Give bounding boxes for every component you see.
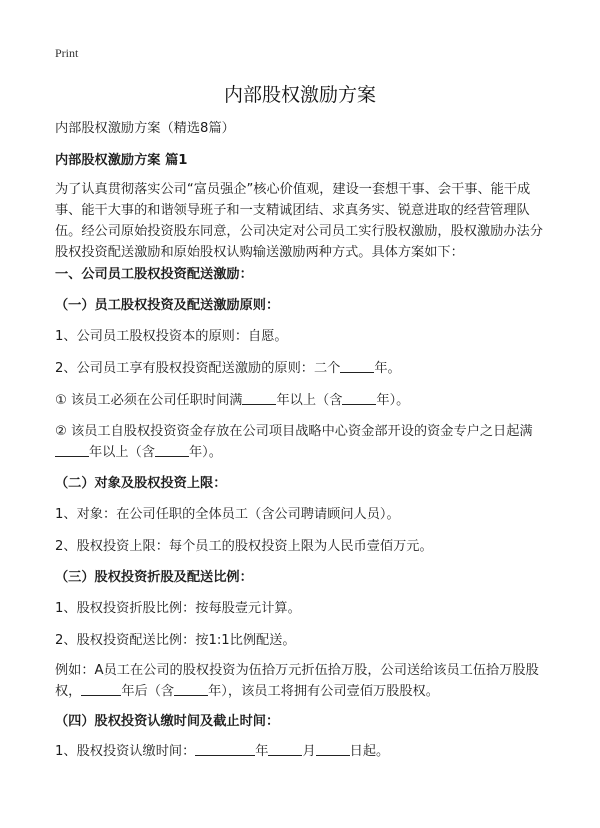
blank-line: [55, 443, 89, 457]
paragraph-2: [55, 358, 550, 379]
condition-1-text-b: 年以上（含: [276, 393, 343, 408]
section-title: 内部股权激励方案 篇1: [55, 153, 188, 168]
blank-line: [155, 443, 189, 457]
blank-line: [342, 391, 376, 405]
condition-1-text-a: ① 该员工必须在公司任职时间满: [55, 393, 243, 408]
blank-line: [268, 742, 302, 756]
condition-1-text-c: 年）。: [376, 393, 410, 408]
paragraph-4: 2、股权投资上限：每个员工的股权投资上限为人民币壹佰万元。: [55, 539, 433, 554]
blank-line: [316, 742, 350, 756]
condition-2-text-b: 年以上（含: [89, 445, 155, 460]
condition-2: [55, 421, 550, 463]
paragraph-2-text-b: 年。: [374, 361, 401, 376]
heading-1-3: （三）股权投资折股及配送比例：: [55, 570, 253, 585]
paragraph-7-text-b: 年: [255, 744, 269, 759]
example-text-c: 年），该员工将拥有公司壹佰万股股权。: [208, 684, 439, 699]
document-title: 内部股权激励方案: [223, 84, 376, 106]
paragraph-1: 1、公司员工股权投资本的原则：自愿。: [55, 329, 288, 344]
blank-line: [81, 682, 121, 696]
blank-line: [242, 391, 276, 405]
document-subtitle: 内部股权激励方案（精选8篇）: [55, 121, 235, 136]
paragraph-5: 1、股权投资折股比例：按每股壹元计算。: [55, 601, 301, 616]
heading-1-4: （四）股权投资认缴时间及截止时间：: [55, 714, 280, 729]
condition-1: [55, 390, 550, 411]
print-label: Print: [55, 46, 79, 60]
intro-paragraph: 为了认真贯彻落实公司“富员强企”核心价值观，建设一套想干事、会干事、能干成事、能干大事的和谐领导班子和一支精诚团结、求真务实、锐意进取的经营管理队伍。经公司原始投资股东同意，公司决定对公司员工实行股权激励，股权激励办法分股权投资配送激励和原始股权认购输送激励两种方式。具体方案如下：: [55, 182, 543, 260]
paragraph-3: 1、对象：在公司任职的全体员工（含公司聘请顾问人员）。: [55, 507, 400, 522]
blank-line: [174, 682, 208, 696]
paragraph-7-text-c: 月: [302, 744, 316, 759]
blank-line: [340, 359, 374, 373]
paragraph-6: 2、股权投资配送比例：按1:1比例配送。: [55, 633, 296, 648]
heading-1: 一、公司员工股权投资配送激励：: [55, 267, 253, 282]
condition-2-text-c: 年）。: [188, 445, 222, 460]
paragraph-7-text-a: 1、股权投资认缴时间：: [55, 744, 196, 759]
example-text-b: 年后（含: [121, 684, 175, 699]
blank-line: [195, 742, 255, 756]
example-paragraph: [55, 660, 550, 702]
paragraph-2-text-a: 2、公司员工享有股权投资配送激励的原则：二个: [55, 361, 341, 376]
paragraph-7: [55, 741, 550, 762]
heading-1-1: （一）员工股权投资及配送激励原则：: [55, 298, 280, 313]
condition-2-text-a: ② 该员工自股权投资资金存放在公司项目战略中心资金部开设的资金专户之日起满: [55, 424, 533, 439]
paragraph-7-text-d: 日起。: [349, 744, 390, 759]
example-text-a: 例如：A员工在公司的股权投资为伍拾万元折伍拾万股，公司送给该员工伍拾万股股权，: [55, 663, 539, 699]
heading-1-2: （二）对象及股权投资上限：: [55, 476, 227, 491]
